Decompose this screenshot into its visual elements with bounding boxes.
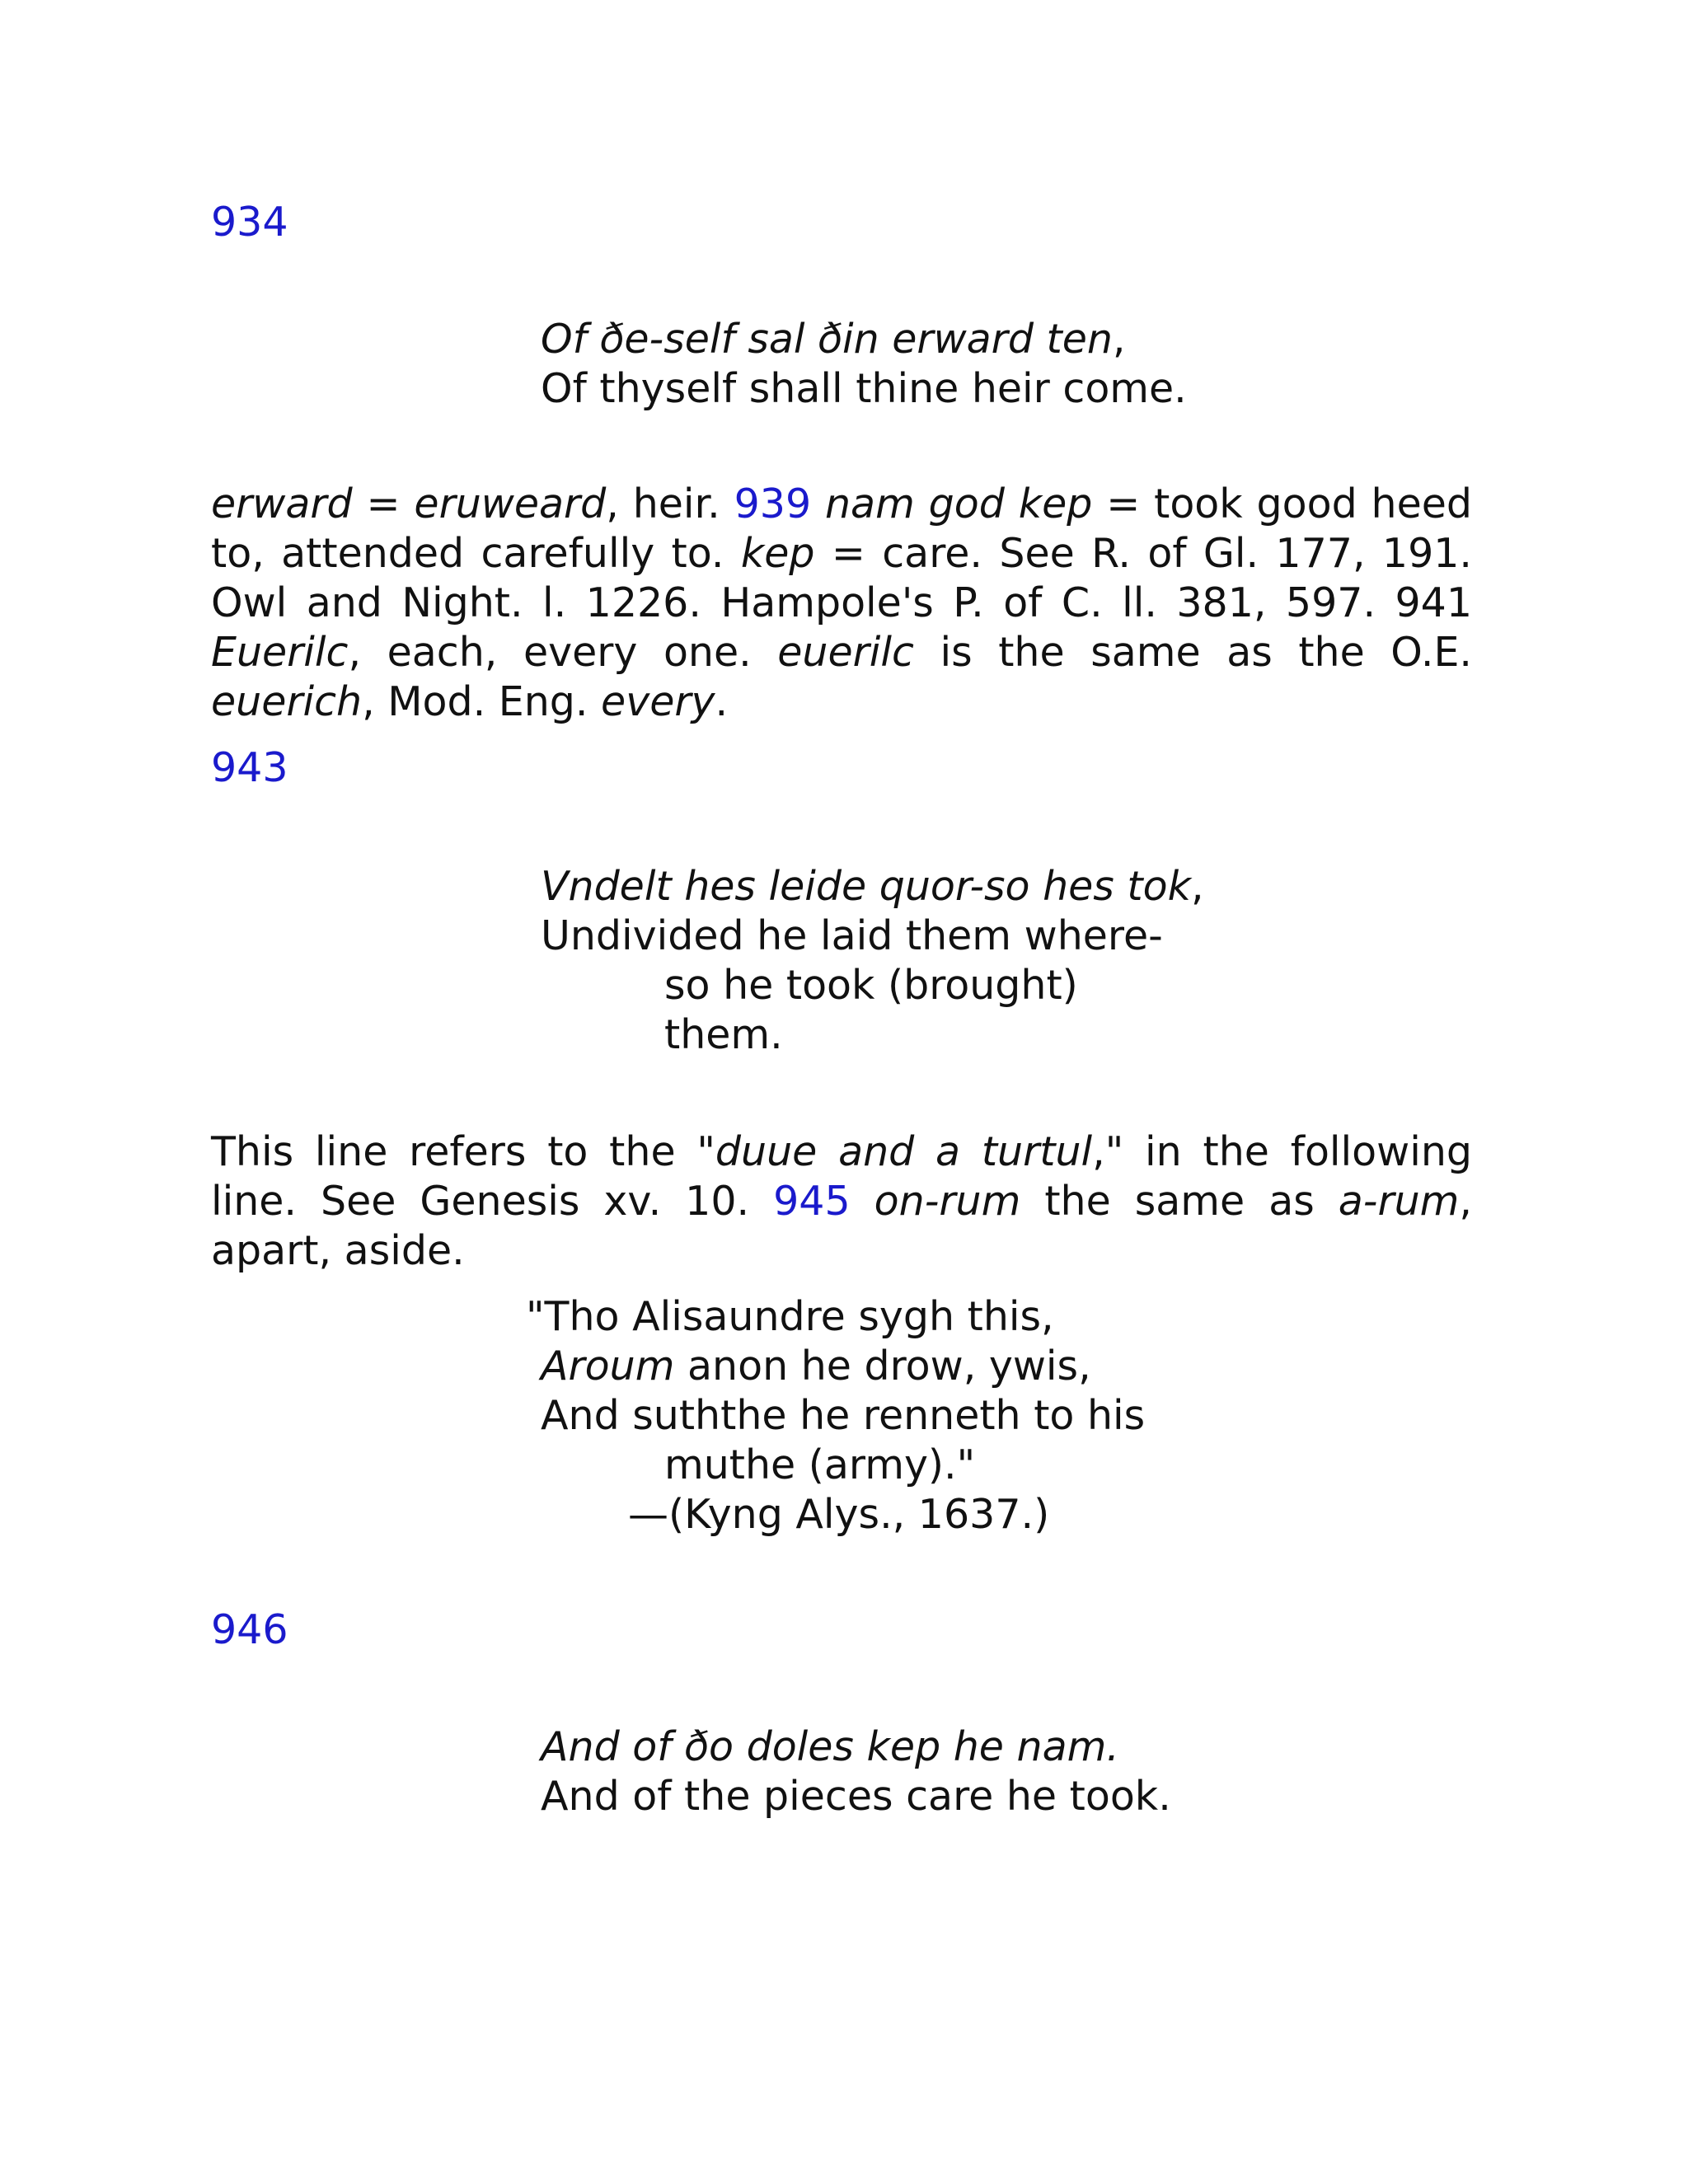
line-number-946[interactable]: 946 <box>211 1606 288 1653</box>
quote-line-1: "Tho Alisaundre sygh this, <box>526 1293 1054 1340</box>
verse-original: Vndelt hes leide quor-so hes tok, <box>541 863 1204 910</box>
line-number-934[interactable]: 934 <box>211 199 288 246</box>
verse-translation: And of the pieces care he took. <box>541 1773 1171 1820</box>
quote-line-2: Aroum anon he drow, ywis, <box>541 1343 1091 1390</box>
verse-translation-line-3: them. <box>664 1011 783 1058</box>
verse-original: And of ðo doles kep he nam. <box>541 1723 1119 1770</box>
verse-946 <box>541 1722 1171 1821</box>
note-paragraph-934: erward = eruweard, heir. 939 nam god kep = took good heed to, attended carefully to. kep = care. See R. of Gl. 177, 191. Owl and Night. l. 1226. Hampole's P. of C. ll. 381, 597. 941 Euerilc, each, every one. euerilc is the same as the O.E. euerich, Mod. Eng. every. <box>211 480 1472 725</box>
quote-line-4: muthe (army)." <box>664 1441 976 1488</box>
line-number-943[interactable]: 943 <box>211 744 288 791</box>
verse-translation: Of thyself shall thine heir come. <box>541 365 1187 412</box>
note-paragraph-943: This line refers to the "duue and a turtul," in the following line. See Genesis xv. 10. 945 on-rum the same as a-rum, apart, aside. <box>211 1128 1472 1274</box>
quote-kyng-alys <box>526 1292 1146 1540</box>
verse-original: Of ðe-self sal ðin erward ten, <box>541 316 1126 363</box>
verse-943 <box>541 862 1204 1060</box>
line-ref-945[interactable]: 945 <box>773 1178 851 1225</box>
verse-934 <box>541 315 1187 414</box>
verse-translation-line-1: Undivided he laid them where- <box>541 912 1163 959</box>
line-ref-939[interactable]: 939 <box>734 480 812 527</box>
quote-citation: —(Kyng Alys., 1637.) <box>628 1491 1050 1538</box>
quote-line-3: And suththe he renneth to his <box>541 1392 1146 1439</box>
verse-translation-line-2: so he took (brought) <box>664 962 1078 1009</box>
